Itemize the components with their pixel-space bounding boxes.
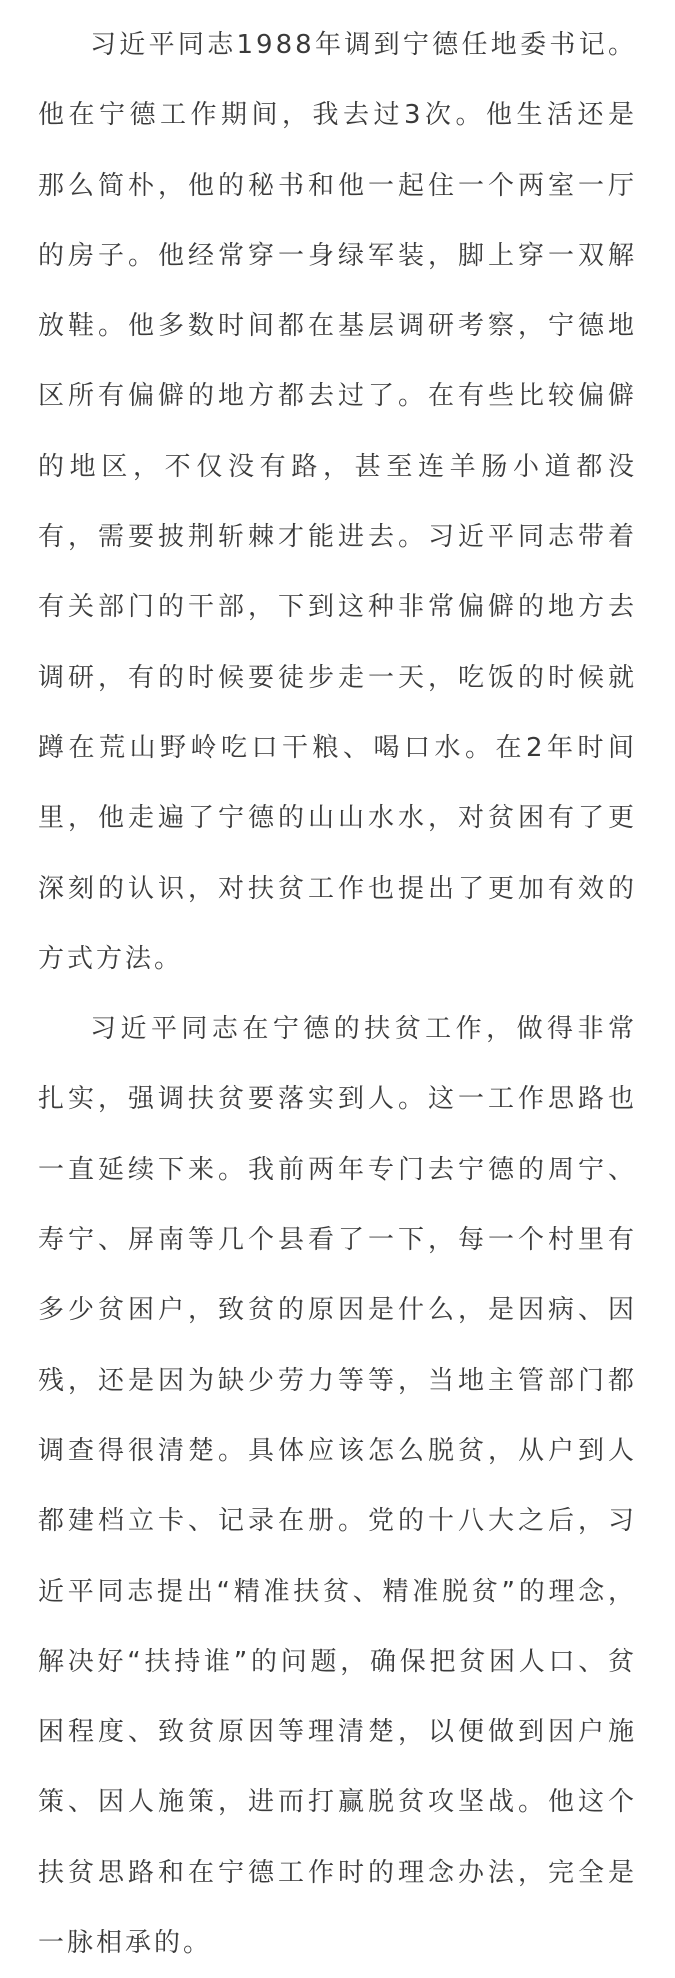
paragraph-2: 习近平同志在宁德的扶贫工作，做得非常扎实，强调扶贫要落实到人。这一工作思路也一直延续下来。我前两年专门去宁德的周宁、寿宁、屏南等几个县看了一下，每一个村里有多少贫困户，致贫的原因是什么，是因病、因残，还是因为缺少劳力等等，当地主管部门都调查得很清楚。具体应该怎么脱贫，从户到人都建档立卡、记录在册。党的十八大之后，习近平同志提出“精准扶贫、精准脱贫”的理念，解决好“扶持谁”的问题，确保把贫困人口、贫困程度、致贫原因等理清楚，以便做到因户施策、因人施策，进而打赢脱贫攻坚战。他这个扶贫思路和在宁德工作时的理念办法，完全是一脉相承的。 [38,1014,637,1959]
paragraph-1: 习近平同志1988年调到宁德任地委书记。他在宁德工作期间，我去过3次。他生活还是那么简朴，他的秘书和他一起住一个两室一厅的房子。他经常穿一身绿军装，脚上穿一双解放鞋。他多数时间都在基层调研考察，宁德地区所有偏僻的地方都去过了。在有些比较偏僻的地区，不仅没有路，甚至连羊肠小道都没有，需要披荆斩棘才能进去。习近平同志带着有关部门的干部，下到这种非常偏僻的地方去调研，有的时候要徒步走一天，吃饭的时候就蹲在荒山野岭吃口干粮、喝口水。在2年时间里，他走遍了宁德的山山水水，对贫困有了更深刻的认识，对扶贫工作也提出了更加有效的方式方法。 [38,30,637,974]
